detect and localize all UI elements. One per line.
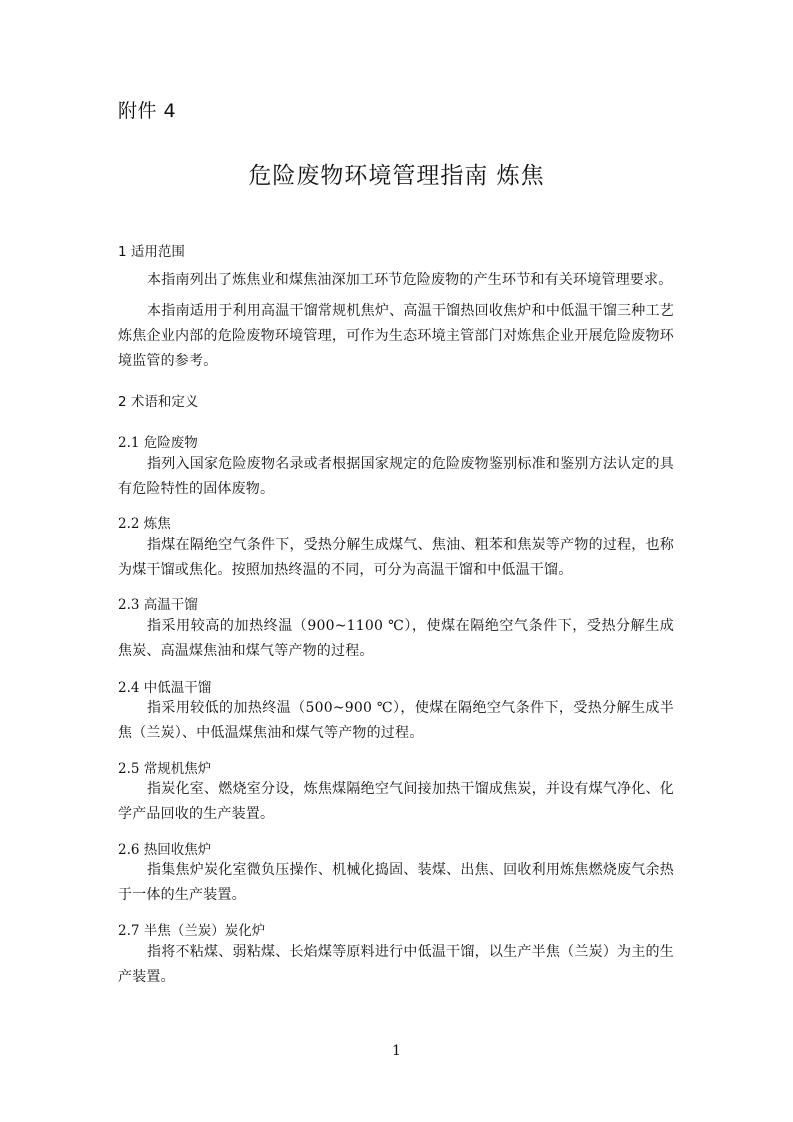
term-2-1-heading: 2.1 危险废物 xyxy=(118,435,198,451)
section-1-heading: 1 适用范围 xyxy=(118,244,185,260)
term-2-3-heading: 2.3 高温干馏 xyxy=(118,597,198,613)
section-1-paragraph-2: 本指南适用于利用高温干馏常规机焦炉、高温干馏热回收焦炉和中低温干馏三种工艺炼焦企业内部的危险废物环境管理，可作为生态环境主管部门对炼焦企业开展危险废物环境监管的参考。 xyxy=(118,303,674,369)
term-2-2-text: 指煤在隔绝空气条件下，受热分解生成煤气、焦油、粗苯和焦炭等产物的过程，也称为煤干馏或焦化。按照加热终温的不同，可分为高温干馏和中低温干馏。 xyxy=(118,537,674,578)
attachment-label: 附件 4 xyxy=(118,100,177,122)
section-1-paragraph-1: 本指南列出了炼焦业和煤焦油深加工环节危险废物的产生环节和有关环境管理要求。 xyxy=(147,272,673,288)
term-2-6-text: 指集焦炉炭化室微负压操作、机械化捣固、装煤、出焦、回收利用炼焦燃烧废气余热于一体的生产装置。 xyxy=(118,862,674,903)
term-2-2-heading: 2.2 炼焦 xyxy=(118,516,171,532)
term-2-6-heading: 2.6 热回收焦炉 xyxy=(118,842,212,858)
term-2-4-heading: 2.4 中低温干馏 xyxy=(118,680,212,696)
term-2-5-heading: 2.5 常规机焦炉 xyxy=(118,761,212,777)
section-2-heading: 2 术语和定义 xyxy=(118,394,199,410)
page-title: 危险废物环境管理指南 炼焦 xyxy=(248,163,545,189)
term-2-1-text: 指列入国家危险废物名录或者根据国家规定的危险废物鉴别标准和鉴别方法认定的具有危险特性的固体废物。 xyxy=(118,456,674,497)
term-2-4-text: 指采用较低的加热终温（500~900 ℃），使煤在隔绝空气条件下，受热分解生成半焦（兰炭）、中低温煤焦油和煤气等产物的过程。 xyxy=(118,700,674,741)
term-2-7-text: 指将不粘煤、弱粘煤、长焰煤等原料进行中低温干馏，以生产半焦（兰炭）为主的生产装置。 xyxy=(118,944,674,985)
term-2-5-text: 指炭化室、燃烧室分设，炼焦煤隔绝空气间接加热干馏成焦炭，并设有煤气净化、化学产品回收的生产装置。 xyxy=(118,781,674,822)
term-2-3-text: 指采用较高的加热终温（900~1100 ℃），使煤在隔绝空气条件下，受热分解生成焦炭、高温煤焦油和煤气等产物的过程。 xyxy=(118,618,674,659)
page-number: 1 xyxy=(392,1043,401,1059)
term-2-7-heading: 2.7 半焦（兰炭）炭化炉 xyxy=(118,923,266,939)
